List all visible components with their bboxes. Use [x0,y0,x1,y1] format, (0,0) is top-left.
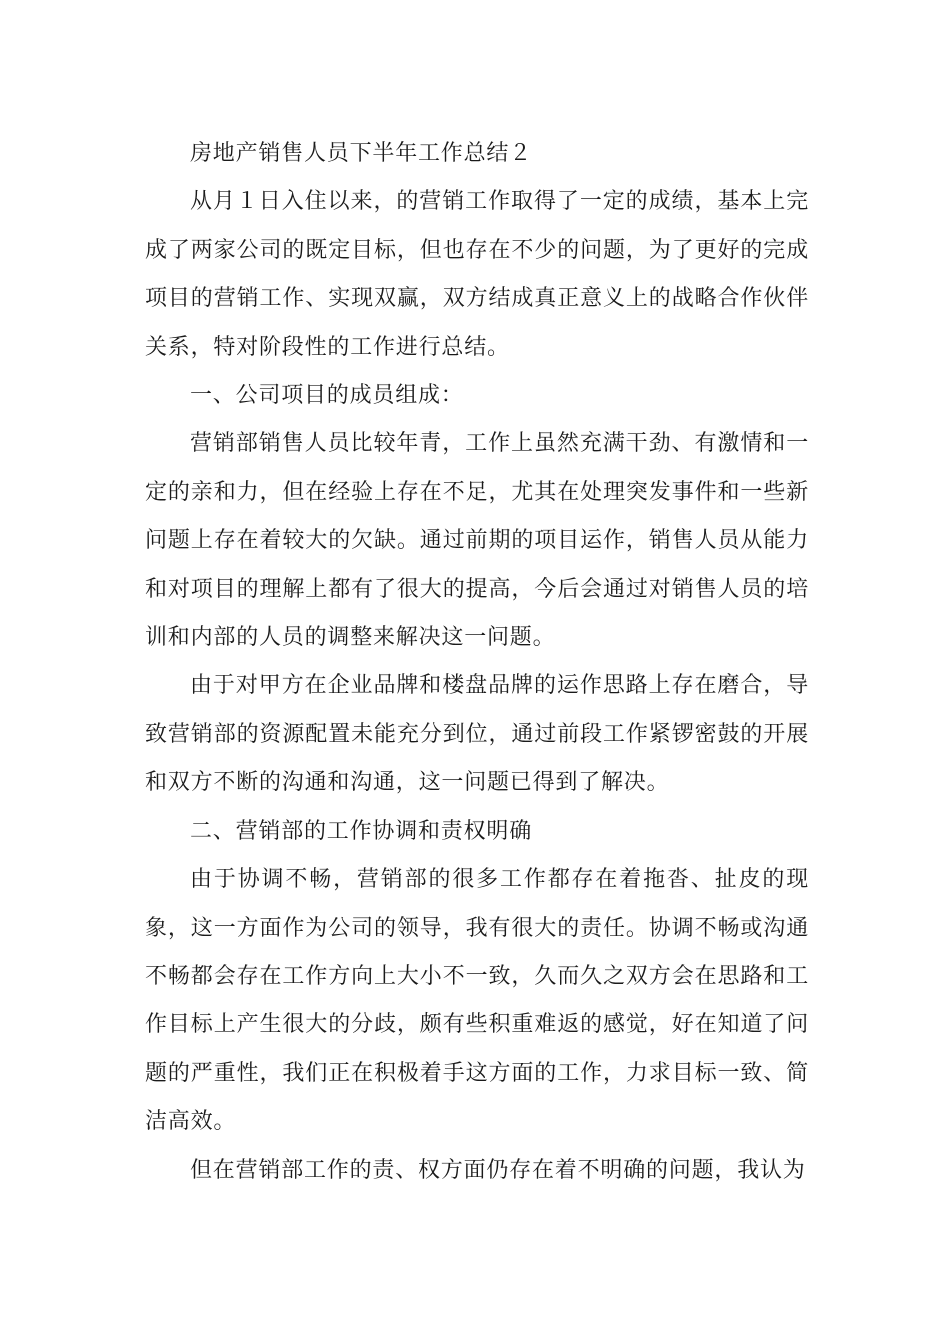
paragraph-responsibility: 但在营销部工作的责、权方面仍存在着不明确的问题，我认为 [190,1157,806,1183]
paragraph-intro: 从月１日入住以来，的营销工作取得了一定的成绩，基本上完成了两家公司的既定目标，但也存在不少的问题，为了更好的完成项目的营销工作、实现双赢，双方结成真正意义上的战略合作伙伴关系，特对阶段性的工作进行总结。 [145,189,809,360]
paragraph-branding: 由于对甲方在企业品牌和楼盘品牌的运作思路上存在磨合，导致营销部的资源配置未能充分到位，通过前段工作紧锣密鼓的开展和双方不断的沟通和沟通，这一问题已得到了解决。 [145,673,809,796]
document-title: 房地产销售人员下半年工作总结２ [190,141,533,166]
section-heading-2: 二、营销部的工作协调和责权明确 [190,818,533,844]
paragraph-team: 营销部销售人员比较年青，工作上虽然充满干劲、有激情和一定的亲和力，但在经验上存在不足，尤其在处理突发事件和一些新问题上存在着较大的欠缺。通过前期的项目运作，销售人员从能力和对项目的理解上都有了很大的提高，今后会通过对销售人员的培训和内部的人员的调整来解决这一问题。 [145,431,809,651]
document-body [145,130,809,1195]
paragraph-coordination: 由于协调不畅，营销部的很多工作都存在着拖沓、扯皮的现象，这一方面作为公司的领导，我有很大的责任。协调不畅或沟通不畅都会存在工作方向上大小不一致，久而久之双方会在思路和工作目标上产生很大的分歧，颇有些积重难返的感觉，好在知道了问题的严重性，我们正在积极着手这方面的工作，力求目标一致、简洁高效。 [145,867,809,1135]
section-heading-1: 一、公司项目的成员组成： [190,383,464,409]
